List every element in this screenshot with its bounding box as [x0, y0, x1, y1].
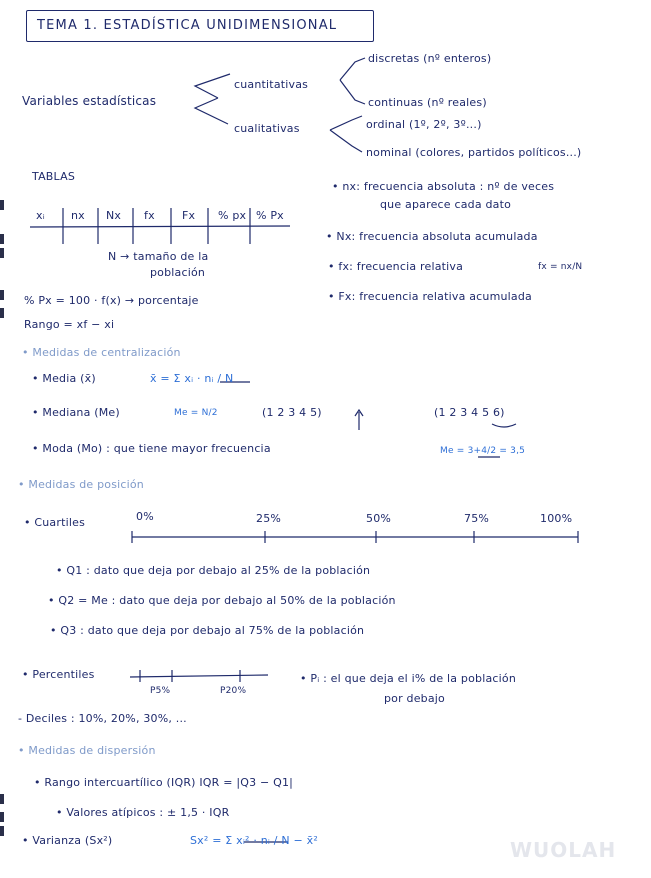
mediana-example-odd: (1 2 3 4 5) — [262, 406, 322, 419]
percentil-tick: P20% — [220, 686, 247, 696]
def-fx: • fx: frecuencia relativa — [328, 260, 464, 273]
cuartil-tick: 25% — [256, 512, 282, 525]
iqr-line: • Rango intercuartílico (IQR) IQR = |Q3 − Q1| — [34, 776, 294, 789]
cuartil-tick: 100% — [540, 512, 573, 525]
dispersion-heading: • Medidas de dispersión — [18, 744, 156, 757]
tablas-heading: TABLAS — [32, 170, 76, 183]
percentil-tick: P5% — [150, 686, 171, 696]
def-nx-cont: que aparece cada dato — [380, 198, 512, 211]
n-note-cont: población — [150, 266, 206, 279]
discretas-label: discretas (nº enteros) — [368, 52, 492, 65]
percentil-definition: • Pᵢ : el que deja el i% de la población — [300, 672, 517, 685]
mediana-example-even: (1 2 3 4 5 6) — [434, 406, 505, 419]
table-col-header: % px — [218, 209, 247, 222]
nominal-label: nominal (colores, partidos políticos...) — [366, 146, 582, 159]
cualitativas-label: cualitativas — [234, 122, 300, 135]
cuantitativas-label: cuantitativas — [234, 78, 309, 91]
centralizacion-heading: • Medidas de centralización — [22, 346, 181, 359]
table-col-header: nx — [71, 209, 85, 222]
mediana-formula: Me = N/2 — [174, 408, 218, 418]
rango-formula: Rango = xf − xi — [24, 318, 115, 331]
cuartiles-label: • Cuartiles — [24, 516, 86, 529]
def-fx-formula: fx = nx/N — [538, 262, 583, 272]
moda-label: • Moda (Mo) : que tiene mayor frecuencia — [32, 442, 271, 455]
percentil-definition-cont: por debajo — [384, 692, 445, 705]
porcentaje-formula: % Px = 100 · f(x) → porcentaje — [24, 294, 199, 307]
cuartil-tick: 75% — [464, 512, 490, 525]
varianza-formula: Sx² = Σ xᵢ² · nᵢ / N − x̄² — [190, 834, 318, 847]
table-col-header: fx — [144, 209, 155, 222]
media-formula: x̄ = Σ xᵢ · nᵢ / N — [150, 372, 234, 385]
atipicos-line: • Valores atípicos : ± 1,5 · IQR — [56, 806, 230, 819]
table-col-header: xᵢ — [36, 209, 45, 222]
def-Fx: • Fx: frecuencia relativa acumulada — [328, 290, 532, 303]
wuolah-watermark: WUOLAH — [510, 838, 617, 862]
mediana-label: • Mediana (Me) — [32, 406, 120, 419]
page-title: TEMA 1. ESTADÍSTICA UNIDIMENSIONAL — [37, 18, 338, 33]
topic-title — [26, 10, 374, 42]
table-col-header: Nx — [106, 209, 122, 222]
media-label: • Media (x̄) — [32, 372, 96, 385]
q2-definition: • Q2 = Me : dato que deja por debajo al 50% de la población — [48, 594, 396, 607]
ordinal-label: ordinal (1º, 2º, 3º...) — [366, 118, 482, 131]
q1-definition: • Q1 : dato que deja por debajo al 25% de la población — [56, 564, 371, 577]
cuartil-tick: 0% — [136, 510, 154, 523]
n-note: N → tamaño de la — [108, 250, 209, 263]
continuas-label: continuas (nº reales) — [368, 96, 487, 109]
def-nx: • nx: frecuencia absoluta : nº de veces — [332, 180, 555, 193]
def-Nx: • Nx: frecuencia absoluta acumulada — [326, 230, 538, 243]
posicion-heading: • Medidas de posición — [18, 478, 144, 491]
percentiles-label: • Percentiles — [22, 668, 95, 681]
cuartil-tick: 50% — [366, 512, 392, 525]
variables-root: Variables estadísticas — [22, 94, 157, 108]
table-col-header: Fx — [182, 209, 196, 222]
varianza-label: • Varianza (Sx²) — [22, 834, 113, 847]
deciles-line: - Deciles : 10%, 20%, 30%, ... — [18, 712, 187, 725]
q3-definition: • Q3 : dato que deja por debajo al 75% de la población — [50, 624, 365, 637]
table-col-header: % Px — [256, 209, 284, 222]
mediana-result: Me = 3+4/2 = 3,5 — [440, 446, 526, 456]
